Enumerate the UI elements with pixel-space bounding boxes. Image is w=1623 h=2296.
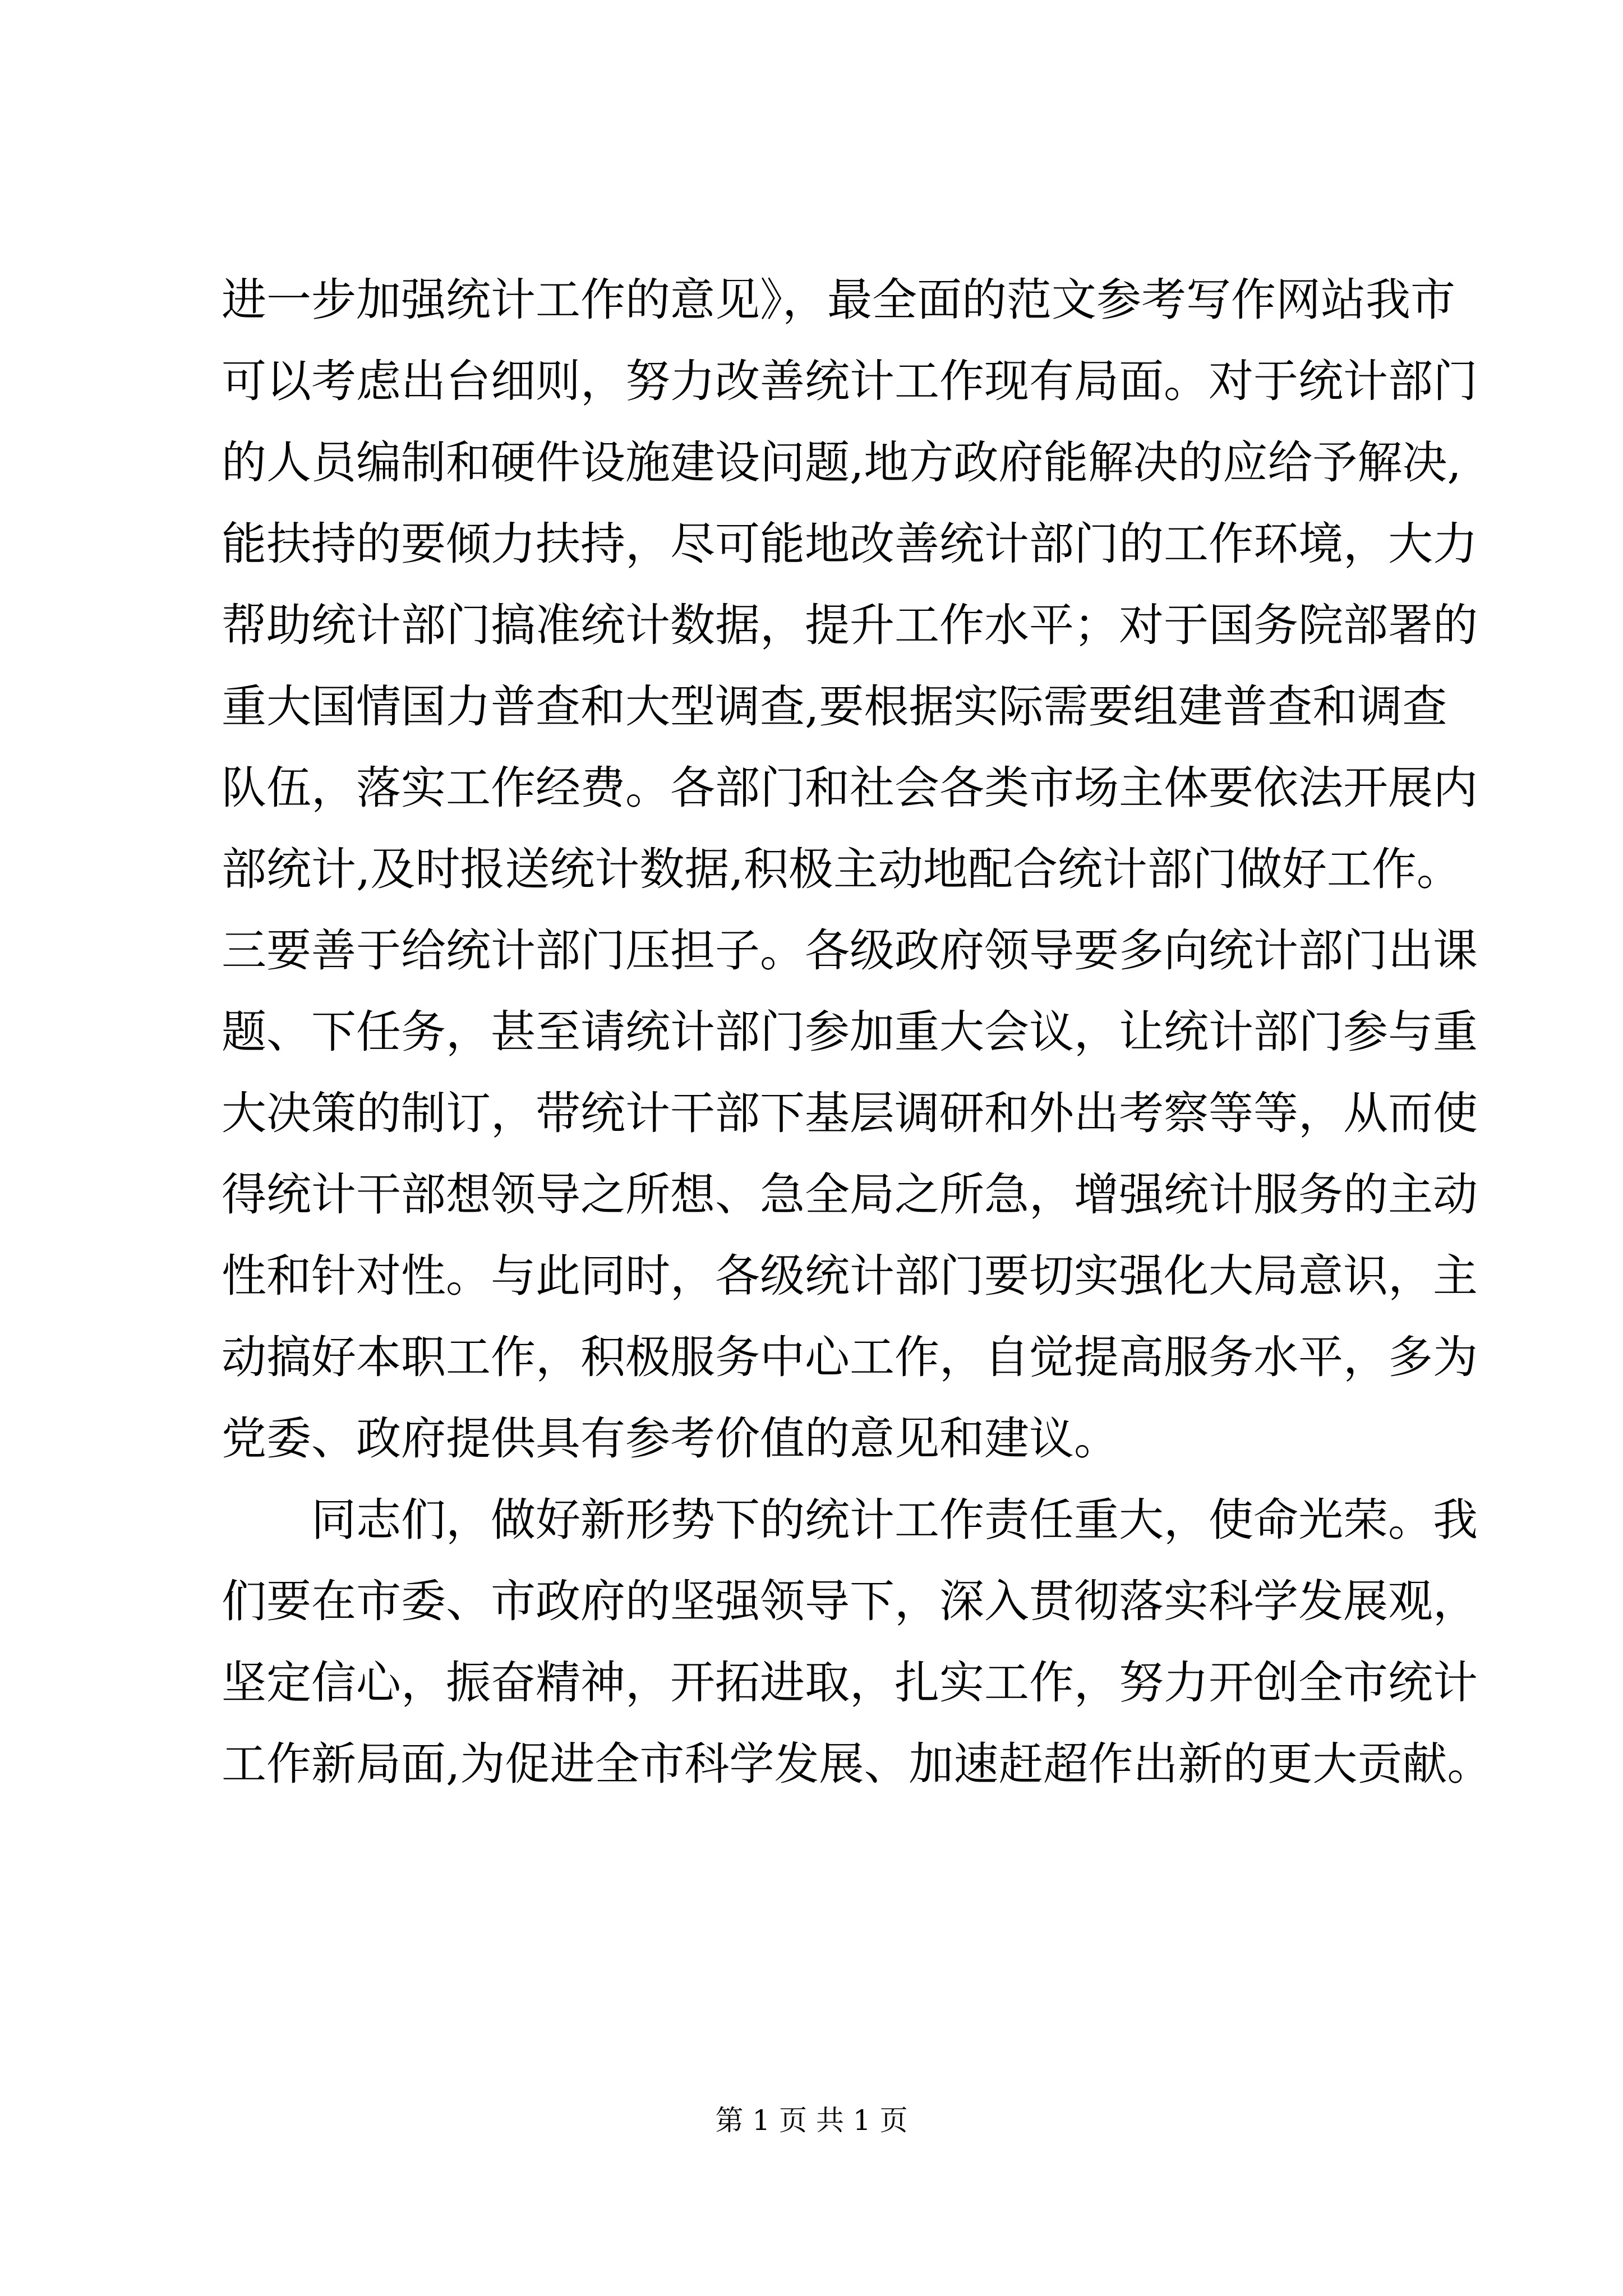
- text-line: 部统计,及时报送统计数据,积极主动地配合统计部门做好工作。: [222, 843, 1461, 895]
- text-line: 帮助统计部门搞准统计数据，提升工作水平；对于国务院部署的: [222, 599, 1478, 651]
- text-line: 重大国情国力普查和大型调查,要根据实际需要组建普查和调查: [222, 680, 1447, 733]
- text-line: 同志们，做好新形势下的统计工作责任重大，使命光荣。我: [311, 1494, 1478, 1546]
- text-line: 们要在市委、市政府的坚强领导下，深入贯彻落实科学发展观，: [222, 1575, 1478, 1627]
- page-number-footer: 第 1 页 共 1 页: [715, 2104, 908, 2137]
- text-line: 能扶持的要倾力扶持，尽可能地改善统计部门的工作环境，大力: [222, 518, 1478, 570]
- text-line: 得统计干部想领导之所想、急全局之所急，增强统计服务的主动: [222, 1168, 1478, 1221]
- text-line: 的人员编制和硬件设施建设问题,地方政府能解决的应给予解决,: [222, 436, 1461, 489]
- text-line: 进一步加强统计工作的意见》，最全面的范文参考写作网站我市: [222, 274, 1455, 326]
- text-line: 大决策的制订，带统计干部下基层调研和外出考察等等，从而使: [222, 1087, 1478, 1139]
- paragraph-1: [222, 259, 1478, 1479]
- document-body: [222, 259, 1492, 1805]
- text-line: 性和针对性。与此同时，各级统计部门要切实强化大局意识，主: [222, 1250, 1478, 1302]
- text-line: 可以考虑出台细则，努力改善统计工作现有局面。对于统计部门: [222, 355, 1478, 407]
- text-line: 题、下任务，甚至请统计部门参加重大会议，让统计部门参与重: [222, 1006, 1478, 1058]
- paragraph-2: [222, 1479, 1492, 1805]
- text-line: 党委、政府提供具有参考价值的意见和建议。: [222, 1412, 1119, 1465]
- text-line: 队伍，落实工作经费。各部门和社会各类市场主体要依法开展内: [222, 762, 1478, 814]
- text-line: 坚定信心，振奋精神，开拓进取，扎实工作，努力开创全市统计: [222, 1657, 1478, 1709]
- text-line: 工作新局面,为促进全市科学发展、加速赶超作出新的更大贡献。: [222, 1738, 1492, 1790]
- text-line: 三要善于给统计部门压担子。各级政府领导要多向统计部门出课: [222, 924, 1478, 977]
- text-line: 动搞好本职工作，积极服务中心工作，自觉提高服务水平，多为: [222, 1331, 1478, 1383]
